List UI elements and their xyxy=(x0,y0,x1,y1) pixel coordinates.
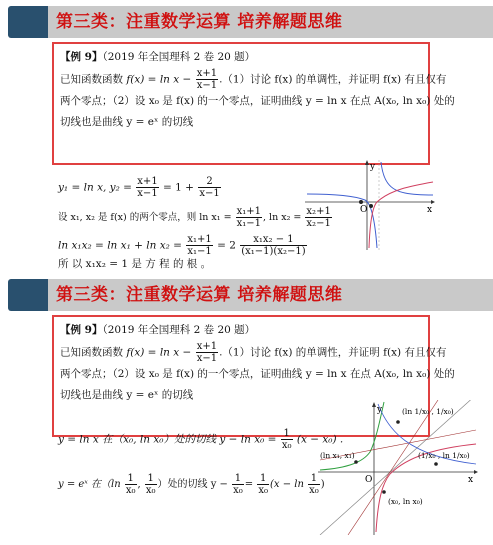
point-label-top: (ln 1/x₀ , 1/x₀) xyxy=(402,407,454,416)
fraction-den: x₀ xyxy=(125,485,136,496)
y-axis-arrow xyxy=(365,160,369,165)
point-label-right: (1/x₀ , ln 1/x₀) xyxy=(418,451,470,460)
y-axis-arrow xyxy=(372,402,376,407)
intersection-point xyxy=(359,200,363,204)
work-text: (x − ln xyxy=(270,479,304,490)
fraction-num: 1 xyxy=(308,473,320,485)
work-line-1 xyxy=(58,428,343,451)
work-text: y = eˣ 在（ln xyxy=(58,479,121,490)
origin-label: O xyxy=(365,475,373,485)
work-text: 设 x₁, x₂ 是 f(x) 的两个零点，则 ln x₁ = xyxy=(58,212,232,223)
work-line-2 xyxy=(58,473,325,496)
fraction-den: x−1 xyxy=(199,188,220,199)
fraction-den: x₂−1 xyxy=(306,218,331,229)
work-text: = 2 xyxy=(217,239,236,252)
fraction xyxy=(236,206,262,229)
section-title: 第三类：注重数学运算 培养解题思维 xyxy=(56,12,343,32)
fraction-den: x₀ xyxy=(281,440,292,451)
work-text: y = ln x 在（x₀, ln x₀）处的切线 y − ln x₀ = xyxy=(58,433,277,446)
fraction-num: x₁+1 xyxy=(236,206,262,217)
question-tag: 【例 9】 xyxy=(60,51,103,63)
fraction-den: x₁−1 xyxy=(187,246,212,257)
fraction xyxy=(196,341,218,364)
fraction-den: x−1 xyxy=(137,188,158,199)
fraction-num: 2 xyxy=(198,176,220,188)
fraction xyxy=(125,473,137,496)
function-expression: f(x) = ln x − xyxy=(126,346,192,359)
question-line-source xyxy=(60,320,420,341)
y-axis-label: y xyxy=(370,162,376,172)
work-text: , xyxy=(137,479,141,490)
fraction-num: x₂+1 xyxy=(306,206,331,217)
fraction-num: x+1 xyxy=(196,341,218,352)
fraction xyxy=(136,176,158,199)
question-line-3: 切线也是曲线 y = eˣ 的切线 xyxy=(60,116,194,128)
work-text: = xyxy=(244,479,254,490)
fraction-num: x+1 xyxy=(137,176,158,187)
x-axis-arrow xyxy=(431,200,435,204)
panel-1 xyxy=(0,0,493,272)
fraction-den: x₀ xyxy=(258,485,269,496)
fraction-den: x−1 xyxy=(196,80,218,91)
fraction-den: x₀ xyxy=(309,485,319,496)
fraction-den: x−1 xyxy=(196,353,218,364)
fraction xyxy=(281,428,293,451)
work-text: ）处的切线 y − xyxy=(157,479,228,490)
fraction xyxy=(240,234,306,257)
point-left xyxy=(354,460,358,464)
work-text: (x − x₀) . xyxy=(296,433,344,446)
point-right xyxy=(434,462,438,466)
fraction-num: 1 xyxy=(281,428,293,440)
question-tag: 【例 9】 xyxy=(60,324,103,336)
work-text: , ln x₂ = xyxy=(263,212,302,223)
point-bottom xyxy=(382,490,386,494)
work-line-4: 所 以 x₁x₂ = 1 是 方 程 的 根 。 xyxy=(58,258,212,270)
work-line-1 xyxy=(58,176,222,199)
fraction-num: 1 xyxy=(232,473,244,485)
work-line-2 xyxy=(58,206,333,229)
fraction xyxy=(257,473,269,496)
question-line-3: 切线也是曲线 y = eˣ 的切线 xyxy=(60,389,194,401)
fraction xyxy=(145,473,157,496)
fraction xyxy=(232,473,244,496)
work-text: y₁ = ln x, y₂ = xyxy=(58,181,132,194)
fraction-den: x₀ xyxy=(145,485,156,496)
section-title: 第三类：注重数学运算 培养解题思维 xyxy=(56,285,343,305)
work-text: ln x₁x₂ = ln x₁ + ln x₂ = xyxy=(58,239,182,252)
tangent-line-2 xyxy=(348,400,438,535)
point-label-bottom: (x₀, ln x₀) xyxy=(388,497,423,506)
fraction-den: x₁−1 xyxy=(236,218,262,229)
question-source: （2019 年全国理科 2 卷 20 题） xyxy=(102,324,256,336)
fraction xyxy=(196,68,218,91)
question-source: （2019 年全国理科 2 卷 20 题） xyxy=(102,51,256,63)
x-axis-label: x xyxy=(468,475,474,485)
section-header xyxy=(0,279,493,311)
work-text: ) xyxy=(320,479,325,490)
x-axis-arrow xyxy=(474,470,478,474)
x-axis-label: x xyxy=(427,205,433,215)
fraction-num: x+1 xyxy=(196,68,218,79)
intersection-point xyxy=(369,204,373,208)
fraction-den: (x₁−1)(x₂−1) xyxy=(241,246,306,257)
question-text: 已知函数函数 xyxy=(60,73,123,86)
question-text: .（1）讨论 f(x) 的单调性，并证明 f(x) 有且仅有 xyxy=(219,346,447,359)
tangent-graph xyxy=(318,400,478,535)
point-top xyxy=(396,420,400,424)
y-axis-label: y xyxy=(377,405,383,415)
fraction-num: x₁+1 xyxy=(187,234,212,245)
question-line-1 xyxy=(60,341,447,364)
question-line-source xyxy=(60,47,420,68)
section-header xyxy=(0,6,493,38)
point-label-left: (ln x₁, x₁) xyxy=(320,451,355,460)
work-text: = 1 + xyxy=(163,181,194,194)
curve-hyperbola-right xyxy=(381,162,433,195)
question-text: .（1）讨论 f(x) 的单调性，并证明 f(x) 有且仅有 xyxy=(219,73,447,86)
fraction xyxy=(198,176,220,199)
fraction-num: 1 xyxy=(125,473,137,485)
fraction-num: 1 xyxy=(257,473,269,485)
fraction-den: x₀ xyxy=(233,485,243,496)
question-text: 已知函数函数 xyxy=(60,346,123,359)
function-graph xyxy=(305,160,435,250)
origin-label: O xyxy=(360,205,368,215)
fraction-num: 1 xyxy=(145,473,157,485)
question-line-1 xyxy=(60,68,447,91)
function-expression: f(x) = ln x − xyxy=(126,73,192,86)
fraction-num: x₁x₂ − 1 xyxy=(240,234,306,246)
question-line-2: 两个零点；（2）设 x₀ 是 f(x) 的一个零点，证明曲线 y = ln x 在点 A(x₀, ln x₀) 处的 xyxy=(60,368,455,380)
question-line-2: 两个零点；（2）设 x₀ 是 f(x) 的一个零点，证明曲线 y = ln x 在点 A(x₀, ln x₀) 处的 xyxy=(60,95,455,107)
question-box xyxy=(52,42,455,165)
